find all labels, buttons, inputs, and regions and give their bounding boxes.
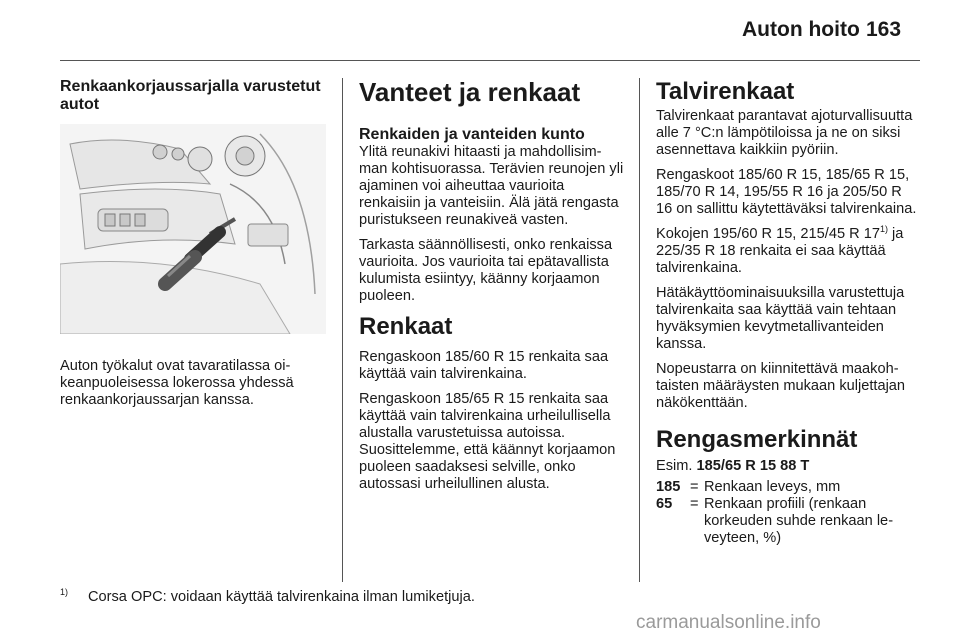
text-part: ja 225/35 R 18 renkaita ei saa käyttää talvirenkaina.	[656, 226, 904, 276]
column-1	[60, 78, 326, 417]
equals-sign: =	[690, 479, 699, 495]
definition-list	[656, 479, 922, 547]
equals-sign: =	[690, 496, 699, 512]
column-divider-1	[342, 78, 343, 582]
figure-caption: Auton työkalut ovat tavaratilassa oikeanpuoleisessa lokerossa yhdessä renkaankorjaussarjan kanssa.	[60, 358, 294, 408]
section-heading: Renkaankorjaussarjalla varustetut autot	[60, 78, 321, 113]
definition-description: Renkaan leveys, mm	[704, 479, 841, 495]
column-2	[359, 78, 624, 501]
footnote: $^{1)}$ Corsa OPC: voidaan käyttää talvirenkaina ilman lumiketjuja.	[60, 587, 475, 605]
column-divider-2	[639, 78, 640, 582]
main-heading: Vanteet ja renkaat	[359, 77, 581, 107]
subheading: Renkaiden ja vanteiden kunto	[359, 126, 585, 143]
watermark: carmanualsonline.info	[636, 612, 821, 633]
example-line	[656, 458, 922, 475]
section-heading: Rengasmerkinnät	[656, 426, 858, 453]
header-divider	[60, 60, 920, 61]
column-3	[656, 78, 922, 547]
paragraph: Ylitä reunakivi hitaasti ja mahdollisimman kohtisuorassa. Terävien reunojen yli ajaminen voi aiheuttaa vaurioita renkaisiin ja vanteisiin. Älä jätä rengasta puristukseen reunakiveä vasten.	[359, 144, 624, 228]
section-heading: Renkaat	[359, 313, 453, 340]
section-heading: Talvirenkaat	[656, 78, 795, 105]
example-value: 185/65 R 15 88 T	[696, 458, 810, 474]
definition-term: 185	[656, 479, 681, 495]
section-title: Auton hoito	[742, 18, 860, 41]
paragraph: Tarkasta säännöllisesti, onko renkaissa vaurioita. Jos vaurioita tai epätavallista kulumista esiintyy, käänny korjaamon puoleen.	[359, 237, 613, 304]
definition-description: Renkaan profiili (renkaan korkeuden suhde renkaan leveyteen, %)	[704, 496, 894, 546]
footnote-reference: 1)	[879, 224, 888, 235]
paragraph: Talvirenkaat parantavat ajoturvallisuutta alle 7 °C:n lämpötiloissa ja ne on siksi asennettava kaikkiin pyöriin.	[656, 108, 913, 158]
example-label: Esim.	[656, 458, 697, 474]
paragraph: Nopeustarra on kiinnitettävä maakohtaisten määräysten mukaan kuljettajan näkökenttään.	[656, 361, 906, 411]
paragraph: Rengaskoon 185/65 R 15 renkaita saa käyttää vain talvirenkaina urheilullisella alustalla varustetuissa autoissa. Suosittelemme, että käännyt korjaamon puoleen saadaksesi selville, onko autossasi urheilullinen alusta.	[359, 391, 616, 492]
paragraph: Hätäkäyttöominaisuuksilla varustettuja talvirenkaita saa käyttää vain tehtaan hyväksymien kevytmetallivanteiden kanssa.	[656, 285, 905, 352]
paragraph	[656, 226, 922, 277]
page-number: 163	[866, 18, 902, 41]
tool-compartment-illustration	[60, 124, 326, 334]
definition-row	[656, 479, 922, 496]
definition-term: 65	[656, 496, 673, 512]
definition-row	[656, 496, 922, 547]
paragraph: Rengaskoon 185/60 R 15 renkaita saa käyttää vain talvirenkaina.	[359, 349, 609, 382]
text-part: Kokojen 195/60 R 15, 215/45 R 17	[656, 226, 880, 242]
paragraph: Rengaskoot 185/60 R 15, 185/65 R 15, 185/70 R 14, 195/55 R 16 ja 205/50 R 16 on sallittu käytettäväksi talvirenkaina.	[656, 167, 917, 217]
footnote-text: Corsa OPC: voidaan käyttää talvirenkaina ilman lumiketjuja.	[88, 589, 475, 605]
